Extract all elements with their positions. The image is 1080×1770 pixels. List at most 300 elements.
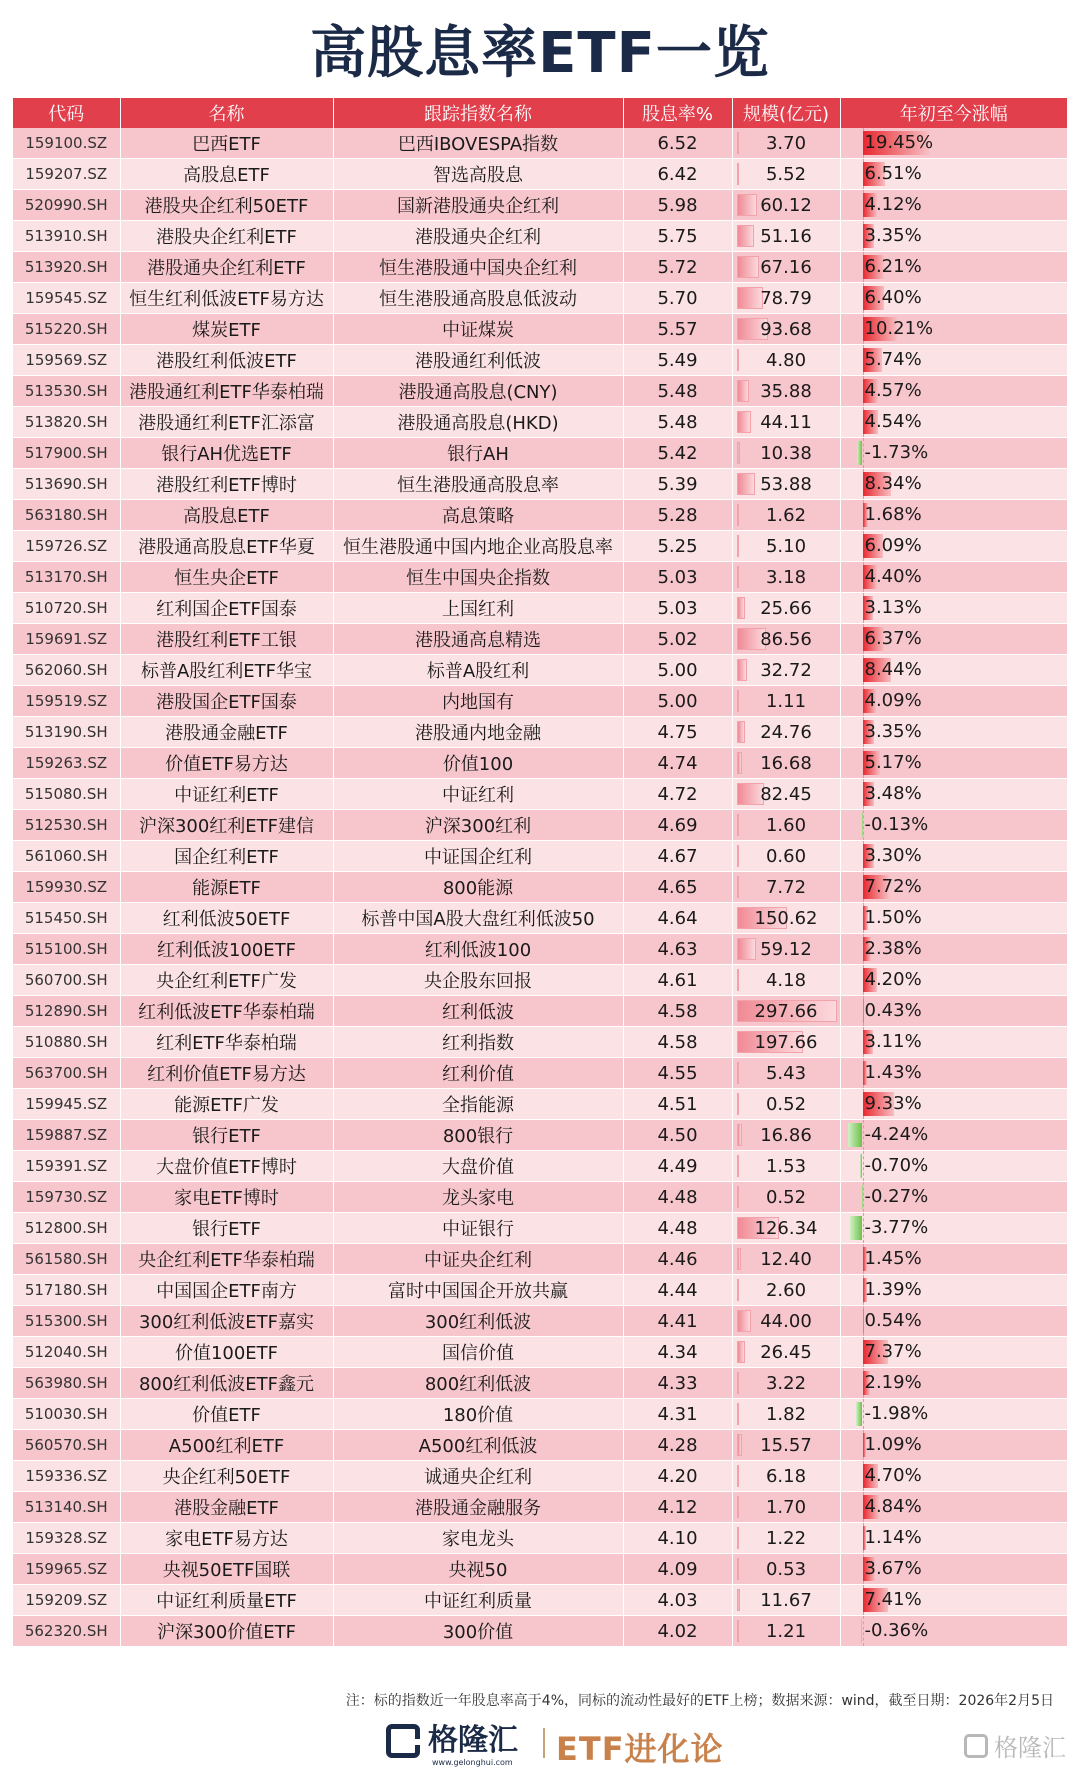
cell-name: 恒生央企ETF	[120, 562, 333, 593]
ytd-value: -1.73%	[865, 438, 929, 468]
cell-index: 沪深300红利	[333, 810, 623, 841]
cell-scale	[732, 1585, 840, 1616]
cell-scale	[732, 779, 840, 810]
cell-yield: 4.48	[623, 1213, 732, 1244]
cell-index: 红利指数	[333, 1027, 623, 1058]
ytd-value: 4.70%	[865, 1461, 922, 1491]
scale-value: 0.53	[766, 1559, 806, 1580]
cell-ytd	[840, 1399, 1067, 1430]
table-row	[13, 314, 1067, 345]
scale-value: 297.66	[755, 1001, 818, 1022]
cell-name: 央企红利ETF华泰柏瑞	[120, 1244, 333, 1275]
ytd-value: -0.27%	[865, 1182, 929, 1212]
cell-scale	[732, 1306, 840, 1337]
cell-ytd	[840, 1120, 1067, 1151]
cell-scale	[732, 872, 840, 903]
cell-scale	[732, 252, 840, 283]
scale-bar	[737, 1434, 742, 1456]
cell-code: 515220.SH	[13, 314, 120, 345]
cell-ytd	[840, 376, 1067, 407]
cell-ytd	[840, 345, 1067, 376]
cell-ytd	[840, 221, 1067, 252]
ytd-value: 1.68%	[865, 500, 922, 530]
scale-bar	[737, 411, 752, 433]
cell-code: 517180.SH	[13, 1275, 120, 1306]
cell-ytd	[840, 1275, 1067, 1306]
header-scale: 规模(亿元)	[732, 98, 840, 128]
cell-name: 港股红利ETF工银	[120, 624, 333, 655]
cell-index: 内地国有	[333, 686, 623, 717]
table-row	[13, 934, 1067, 965]
cell-scale	[732, 1399, 840, 1430]
table-row	[13, 1616, 1067, 1647]
cell-scale	[732, 190, 840, 221]
etf-table-container	[13, 98, 1067, 1647]
cell-scale	[732, 345, 840, 376]
table-row	[13, 1120, 1067, 1151]
cell-scale	[732, 1027, 840, 1058]
table-row	[13, 1585, 1067, 1616]
scale-bar	[737, 752, 743, 774]
ytd-zero-axis	[863, 1399, 864, 1429]
cell-ytd	[840, 1523, 1067, 1554]
cell-code: 513190.SH	[13, 717, 120, 748]
ytd-value: 1.43%	[865, 1058, 922, 1088]
table-row	[13, 407, 1067, 438]
cell-ytd	[840, 965, 1067, 996]
cell-name: 港股红利低波ETF	[120, 345, 333, 376]
scale-value: 25.66	[760, 598, 812, 619]
cell-index: 300红利低波	[333, 1306, 623, 1337]
cell-code: 159730.SZ	[13, 1182, 120, 1213]
scale-value: 0.52	[766, 1094, 806, 1115]
ytd-value: -0.70%	[865, 1151, 929, 1181]
cell-code: 513140.SH	[13, 1492, 120, 1523]
cell-name: 800红利低波ETF鑫元	[120, 1368, 333, 1399]
cell-scale	[732, 407, 840, 438]
table-row	[13, 748, 1067, 779]
cell-scale	[732, 376, 840, 407]
cell-name: 港股红利ETF博时	[120, 469, 333, 500]
cell-name: 大盘价值ETF博时	[120, 1151, 333, 1182]
cell-name: 中证红利ETF	[120, 779, 333, 810]
cell-ytd	[840, 1089, 1067, 1120]
ytd-zero-axis	[863, 438, 864, 468]
cell-scale	[732, 810, 840, 841]
cell-ytd	[840, 128, 1067, 159]
cell-index: 标普中国A股大盘红利低波50	[333, 903, 623, 934]
cell-yield: 4.10	[623, 1523, 732, 1554]
scale-bar	[737, 1279, 739, 1301]
gelonghui-watermark-icon	[964, 1734, 988, 1758]
cell-index: 巴西IBOVESPA指数	[333, 128, 623, 159]
page-title: 高股息率ETF一览	[0, 18, 1080, 90]
cell-ytd	[840, 1554, 1067, 1585]
cell-scale	[732, 655, 840, 686]
cell-yield: 4.75	[623, 717, 732, 748]
table-body	[13, 128, 1067, 1647]
table-row	[13, 128, 1067, 159]
cell-scale	[732, 159, 840, 190]
cell-yield: 4.44	[623, 1275, 732, 1306]
ytd-value: 6.51%	[865, 159, 922, 189]
ytd-zero-axis	[863, 1120, 864, 1150]
cell-index: 诚通央企红利	[333, 1461, 623, 1492]
scale-value: 59.12	[760, 939, 812, 960]
cell-scale	[732, 965, 840, 996]
logo-url: www.gelonghui.com	[432, 1758, 513, 1767]
cell-index: 富时中国国企开放共赢	[333, 1275, 623, 1306]
table-header-row	[13, 98, 1067, 128]
cell-name: 银行ETF	[120, 1213, 333, 1244]
scale-value: 4.80	[766, 350, 806, 371]
ytd-value: -0.13%	[865, 810, 929, 840]
cell-code: 513690.SH	[13, 469, 120, 500]
cell-name: 港股央企红利ETF	[120, 221, 333, 252]
cell-ytd	[840, 686, 1067, 717]
scale-value: 3.22	[766, 1373, 806, 1394]
ytd-bar	[848, 1123, 862, 1147]
cell-name: 港股通红利ETF华泰柏瑞	[120, 376, 333, 407]
cell-yield: 5.02	[623, 624, 732, 655]
table-row	[13, 1461, 1067, 1492]
scale-value: 1.62	[766, 505, 806, 526]
cell-code: 513170.SH	[13, 562, 120, 593]
ytd-zero-axis	[863, 1151, 864, 1181]
cell-scale	[732, 841, 840, 872]
cell-name: 价值100ETF	[120, 1337, 333, 1368]
scale-value: 78.79	[760, 288, 812, 309]
cell-scale	[732, 1120, 840, 1151]
cell-code: 159726.SZ	[13, 531, 120, 562]
cell-name: 中证红利质量ETF	[120, 1585, 333, 1616]
table-row	[13, 376, 1067, 407]
scale-bar	[737, 1403, 739, 1425]
ytd-value: 0.54%	[865, 1306, 922, 1336]
cell-index: 港股通高息精选	[333, 624, 623, 655]
scale-value: 11.67	[760, 1590, 812, 1611]
cell-index: 智选高股息	[333, 159, 623, 190]
scale-bar	[737, 1527, 739, 1549]
cell-scale	[732, 1337, 840, 1368]
cell-index: 300价值	[333, 1616, 623, 1647]
cell-code: 159965.SZ	[13, 1554, 120, 1585]
ytd-value: 6.09%	[865, 531, 922, 561]
cell-ytd	[840, 500, 1067, 531]
cell-code: 515300.SH	[13, 1306, 120, 1337]
cell-scale	[732, 1616, 840, 1647]
cell-name: 家电ETF易方达	[120, 1523, 333, 1554]
scale-value: 24.76	[760, 722, 812, 743]
cell-yield: 4.61	[623, 965, 732, 996]
cell-yield: 4.03	[623, 1585, 732, 1616]
table-row	[13, 655, 1067, 686]
cell-ytd	[840, 159, 1067, 190]
scale-bar	[737, 1248, 741, 1270]
scale-value: 5.10	[766, 536, 806, 557]
cell-index: 800银行	[333, 1120, 623, 1151]
cell-name: 港股国企ETF国泰	[120, 686, 333, 717]
cell-yield: 6.42	[623, 159, 732, 190]
cell-yield: 4.49	[623, 1151, 732, 1182]
cell-scale	[732, 1244, 840, 1275]
cell-index: 国信价值	[333, 1337, 623, 1368]
cell-yield: 6.52	[623, 128, 732, 159]
cell-index: 上国红利	[333, 593, 623, 624]
table-row	[13, 965, 1067, 996]
cell-yield: 5.57	[623, 314, 732, 345]
footnote: 注：标的指数近一年股息率高于4%，同标的流动性最好的ETF上榜；数据来源：wind，截至日期：2026年2月5日	[346, 1690, 1054, 1710]
cell-code: 510880.SH	[13, 1027, 120, 1058]
ytd-value: 7.72%	[865, 872, 922, 902]
cell-index: 中证国企红利	[333, 841, 623, 872]
header-ytd: 年初至今涨幅	[840, 98, 1067, 128]
scale-value: 53.88	[760, 474, 812, 495]
cell-scale	[732, 686, 840, 717]
cell-index: 港股通红利低波	[333, 345, 623, 376]
cell-yield: 4.41	[623, 1306, 732, 1337]
cell-yield: 4.02	[623, 1616, 732, 1647]
ytd-bar	[862, 1185, 863, 1209]
cell-ytd	[840, 717, 1067, 748]
cell-name: 能源ETF	[120, 872, 333, 903]
cell-name: 红利低波100ETF	[120, 934, 333, 965]
cell-index: 国新港股通央企红利	[333, 190, 623, 221]
ytd-value: 3.35%	[865, 221, 922, 251]
scale-value: 1.70	[766, 1497, 806, 1518]
cell-code: 159930.SZ	[13, 872, 120, 903]
ytd-value: 1.14%	[865, 1523, 922, 1553]
cell-yield: 4.33	[623, 1368, 732, 1399]
cell-yield: 4.28	[623, 1430, 732, 1461]
cell-ytd	[840, 1151, 1067, 1182]
cell-name: 恒生红利低波ETF易方达	[120, 283, 333, 314]
scale-value: 0.60	[766, 846, 806, 867]
table-row	[13, 1182, 1067, 1213]
cell-code: 561060.SH	[13, 841, 120, 872]
cell-yield: 4.48	[623, 1182, 732, 1213]
scale-bar	[737, 1062, 739, 1084]
cell-scale	[732, 128, 840, 159]
table-row	[13, 872, 1067, 903]
cell-scale	[732, 1523, 840, 1554]
scale-bar	[737, 287, 763, 309]
cell-ytd	[840, 469, 1067, 500]
cell-index: 红利低波100	[333, 934, 623, 965]
cell-index: 央视50	[333, 1554, 623, 1585]
cell-code: 510720.SH	[13, 593, 120, 624]
cell-scale	[732, 283, 840, 314]
table-row	[13, 717, 1067, 748]
ytd-value: 1.50%	[865, 903, 922, 933]
cell-scale	[732, 1182, 840, 1213]
table-row	[13, 624, 1067, 655]
scale-bar	[737, 1558, 739, 1580]
cell-ytd	[840, 1213, 1067, 1244]
ytd-value: 10.21%	[865, 314, 934, 344]
scale-value: 26.45	[760, 1342, 812, 1363]
table-row	[13, 1337, 1067, 1368]
cell-code: 512800.SH	[13, 1213, 120, 1244]
cell-index: 央企股东回报	[333, 965, 623, 996]
cell-yield: 5.00	[623, 686, 732, 717]
cell-ytd	[840, 1337, 1067, 1368]
cell-yield: 4.34	[623, 1337, 732, 1368]
cell-scale	[732, 903, 840, 934]
cell-index: A500红利低波	[333, 1430, 623, 1461]
ytd-bar	[856, 1402, 863, 1426]
table-row	[13, 345, 1067, 376]
scale-bar	[737, 659, 748, 681]
cell-name: 沪深300价值ETF	[120, 1616, 333, 1647]
cell-scale	[732, 1492, 840, 1523]
cell-ytd	[840, 1430, 1067, 1461]
table-row	[13, 841, 1067, 872]
scale-value: 35.88	[760, 381, 812, 402]
watermark	[964, 1728, 1066, 1763]
cell-code: 513820.SH	[13, 407, 120, 438]
cell-yield: 5.48	[623, 407, 732, 438]
scale-bar	[737, 845, 739, 867]
scale-bar	[737, 504, 739, 526]
cell-yield: 5.98	[623, 190, 732, 221]
cell-index: 港股通内地金融	[333, 717, 623, 748]
scale-bar	[737, 194, 757, 216]
table-row	[13, 1399, 1067, 1430]
ytd-value: 8.44%	[865, 655, 922, 685]
cell-scale	[732, 438, 840, 469]
logo-name: 格隆汇	[428, 1726, 518, 1756]
ytd-value: 3.11%	[865, 1027, 922, 1057]
table-row	[13, 1275, 1067, 1306]
cell-yield: 5.03	[623, 562, 732, 593]
scale-bar	[737, 132, 739, 154]
cell-index: 大盘价值	[333, 1151, 623, 1182]
scale-value: 16.68	[760, 753, 812, 774]
cell-code: 562320.SH	[13, 1616, 120, 1647]
cell-ytd	[840, 1616, 1067, 1647]
cell-name: 沪深300红利ETF建信	[120, 810, 333, 841]
cell-ytd	[840, 531, 1067, 562]
header-name: 名称	[120, 98, 333, 128]
cell-index: 红利低波	[333, 996, 623, 1027]
scale-value: 86.56	[760, 629, 812, 650]
cell-code: 159391.SZ	[13, 1151, 120, 1182]
table-row	[13, 1368, 1067, 1399]
cell-name: 港股通红利ETF汇添富	[120, 407, 333, 438]
cell-index: 恒生港股通高股息低波动	[333, 283, 623, 314]
table-row	[13, 159, 1067, 190]
cell-ytd	[840, 1585, 1067, 1616]
cell-code: 515080.SH	[13, 779, 120, 810]
ytd-value: -1.98%	[865, 1399, 929, 1429]
scale-bar	[737, 1589, 741, 1611]
table-row	[13, 1492, 1067, 1523]
cell-yield: 4.50	[623, 1120, 732, 1151]
ytd-value: 5.17%	[865, 748, 922, 778]
cell-code: 159328.SZ	[13, 1523, 120, 1554]
cell-index: 港股通高股息(HKD)	[333, 407, 623, 438]
table-row	[13, 1430, 1067, 1461]
cell-ytd	[840, 438, 1067, 469]
table-row	[13, 1213, 1067, 1244]
etf-table	[13, 98, 1067, 1647]
header-yield: 股息率%	[623, 98, 732, 128]
cell-code: 159207.SZ	[13, 159, 120, 190]
scale-bar	[737, 1124, 743, 1146]
cell-ytd	[840, 872, 1067, 903]
cell-scale	[732, 748, 840, 779]
cell-yield: 5.39	[623, 469, 732, 500]
ytd-value: 2.38%	[865, 934, 922, 964]
header-index: 跟踪指数名称	[333, 98, 623, 128]
ytd-value: 1.09%	[865, 1430, 922, 1460]
ytd-value: 2.19%	[865, 1368, 922, 1398]
cell-yield: 4.63	[623, 934, 732, 965]
cell-scale	[732, 1151, 840, 1182]
cell-yield: 5.28	[623, 500, 732, 531]
cell-index: 家电龙头	[333, 1523, 623, 1554]
cell-yield: 4.64	[623, 903, 732, 934]
cell-ytd	[840, 1182, 1067, 1213]
ytd-value: 7.41%	[865, 1585, 922, 1615]
cell-index: 180价值	[333, 1399, 623, 1430]
cell-scale	[732, 996, 840, 1027]
cell-yield: 5.42	[623, 438, 732, 469]
ytd-value: 1.45%	[865, 1244, 922, 1274]
cell-name: 价值ETF易方达	[120, 748, 333, 779]
ytd-value: 6.40%	[865, 283, 922, 313]
ytd-bar	[860, 1154, 862, 1178]
cell-ytd	[840, 1461, 1067, 1492]
cell-name: 300红利低波ETF嘉实	[120, 1306, 333, 1337]
cell-yield: 4.58	[623, 996, 732, 1027]
cell-ytd	[840, 1058, 1067, 1089]
cell-name: 银行ETF	[120, 1120, 333, 1151]
table-row	[13, 190, 1067, 221]
watermark-text: 格隆汇	[994, 1728, 1066, 1763]
cell-ytd	[840, 190, 1067, 221]
table-row	[13, 1089, 1067, 1120]
scale-value: 82.45	[760, 784, 812, 805]
scale-value: 0.52	[766, 1187, 806, 1208]
scale-bar	[737, 349, 739, 371]
cell-code: 563700.SH	[13, 1058, 120, 1089]
cell-index: 价值100	[333, 748, 623, 779]
cell-scale	[732, 1213, 840, 1244]
scale-value: 5.43	[766, 1063, 806, 1084]
scale-value: 150.62	[755, 908, 818, 929]
scale-value: 6.18	[766, 1466, 806, 1487]
cell-name: 央企红利ETF广发	[120, 965, 333, 996]
table-row	[13, 531, 1067, 562]
cell-yield: 4.74	[623, 748, 732, 779]
cell-yield: 4.72	[623, 779, 732, 810]
cell-ytd	[840, 252, 1067, 283]
scale-value: 67.16	[760, 257, 812, 278]
cell-name: 港股通央企红利ETF	[120, 252, 333, 283]
cell-index: 800能源	[333, 872, 623, 903]
scale-bar	[737, 380, 749, 402]
cell-index: 银行AH	[333, 438, 623, 469]
cell-code: 515450.SH	[13, 903, 120, 934]
ytd-value: 7.37%	[865, 1337, 922, 1367]
scale-bar	[737, 969, 739, 991]
scale-bar	[737, 1310, 752, 1332]
cell-scale	[732, 1275, 840, 1306]
scale-bar	[737, 1496, 739, 1518]
cell-scale	[732, 624, 840, 655]
